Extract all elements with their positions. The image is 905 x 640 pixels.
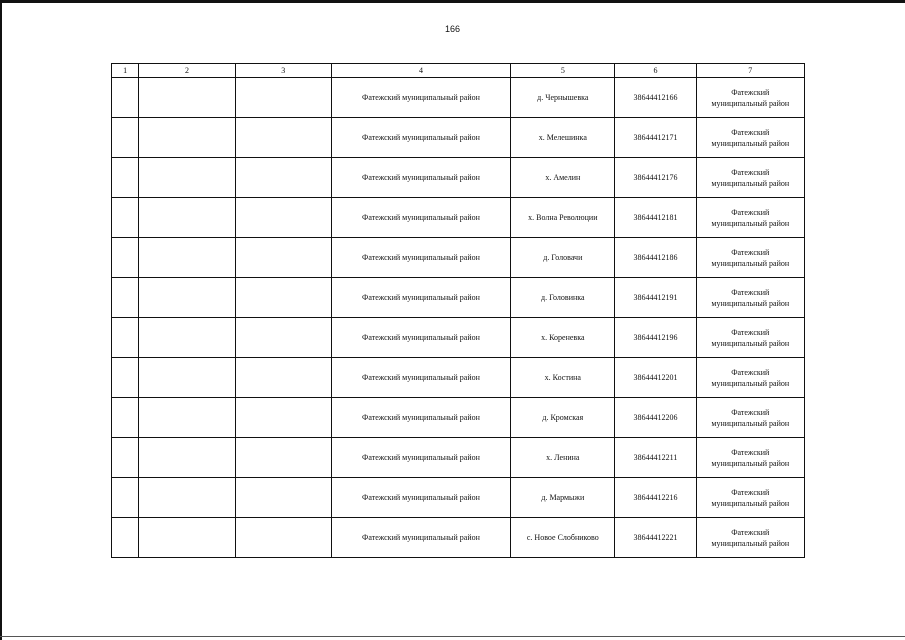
cell-col-7 (696, 438, 804, 478)
cell-code: 38644412206 (615, 398, 696, 438)
cell-col-7-line-2: муниципальный район (711, 218, 790, 228)
cell-col-7-line-2: муниципальный район (711, 418, 790, 428)
cell-settlement: х. Мелешинка (511, 118, 615, 158)
table-header (112, 64, 805, 78)
cell-col-7 (696, 158, 804, 198)
cell-col-7-line-2: муниципальный район (711, 98, 790, 108)
cell-district: Фатежский муниципальный район (331, 398, 510, 438)
cell-district: Фатежский муниципальный район (331, 438, 510, 478)
cell-district: Фатежский муниципальный район (331, 478, 510, 518)
cell-col-7-line-2: муниципальный район (711, 538, 790, 548)
cell-col-7 (696, 278, 804, 318)
cell-settlement: д. Головачи (511, 238, 615, 278)
cell-code: 38644412186 (615, 238, 696, 278)
cell-district: Фатежский муниципальный район (331, 518, 510, 558)
table-row (112, 78, 805, 118)
cell-col-7-line-2: муниципальный район (711, 258, 790, 268)
cell-col-7-line-2: муниципальный район (711, 338, 790, 348)
cell-district: Фатежский муниципальный район (331, 358, 510, 398)
cell-district: Фатежский муниципальный район (331, 78, 510, 118)
cell-code: 38644412201 (615, 358, 696, 398)
header-col-3: 3 (235, 64, 331, 78)
cell-code: 38644412196 (615, 318, 696, 358)
cell-col-7-line-2: муниципальный район (711, 378, 790, 388)
header-col-5: 5 (511, 64, 615, 78)
cell-settlement: х. Волна Революции (511, 198, 615, 238)
table-row (112, 158, 805, 198)
cell-col-3 (235, 158, 331, 198)
cell-code: 38644412221 (615, 518, 696, 558)
cell-col-3 (235, 238, 331, 278)
cell-code: 38644412176 (615, 158, 696, 198)
cell-district: Фатежский муниципальный район (331, 158, 510, 198)
cell-col-3 (235, 438, 331, 478)
cell-district: Фатежский муниципальный район (331, 318, 510, 358)
cell-settlement: д. Мармыжи (511, 478, 615, 518)
cell-district: Фатежский муниципальный район (331, 278, 510, 318)
table-row (112, 118, 805, 158)
cell-settlement: х. Амелин (511, 158, 615, 198)
cell-col-2 (139, 118, 235, 158)
cell-col-7 (696, 78, 804, 118)
cell-col-3 (235, 118, 331, 158)
cell-settlement: х. Кореневка (511, 318, 615, 358)
cell-settlement: с. Новое Слобниково (511, 518, 615, 558)
cell-col-2 (139, 438, 235, 478)
cell-col-7 (696, 478, 804, 518)
cell-district: Фатежский муниципальный район (331, 238, 510, 278)
table-row (112, 198, 805, 238)
cell-col-1 (112, 198, 139, 238)
page-number: 166 (444, 24, 461, 34)
header-col-2: 2 (139, 64, 235, 78)
cell-col-2 (139, 478, 235, 518)
cell-col-1 (112, 318, 139, 358)
header-row (112, 64, 805, 78)
header-col-4: 4 (331, 64, 510, 78)
cell-col-2 (139, 238, 235, 278)
cell-col-3 (235, 198, 331, 238)
cell-settlement: х. Ленина (511, 438, 615, 478)
cell-col-7 (696, 198, 804, 238)
cell-col-1 (112, 518, 139, 558)
page-frame-top (0, 0, 905, 3)
page-frame-left (0, 0, 2, 640)
cell-col-7-line-1: Фатежский (731, 287, 770, 297)
cell-col-7 (696, 398, 804, 438)
cell-col-3 (235, 358, 331, 398)
cell-code: 38644412171 (615, 118, 696, 158)
cell-col-7-line-1: Фатежский (731, 407, 770, 417)
cell-col-7-line-1: Фатежский (731, 527, 770, 537)
cell-code: 38644412166 (615, 78, 696, 118)
settlements-table (111, 63, 805, 558)
table-row (112, 398, 805, 438)
cell-col-7-line-1: Фатежский (731, 207, 770, 217)
cell-col-7-line-1: Фатежский (731, 367, 770, 377)
cell-settlement: д. Чернышевка (511, 78, 615, 118)
cell-col-7-line-2: муниципальный район (711, 458, 790, 468)
cell-col-7-line-1: Фатежский (731, 127, 770, 137)
page-frame-bottom (0, 636, 905, 637)
cell-col-2 (139, 198, 235, 238)
cell-col-7-line-1: Фатежский (731, 447, 770, 457)
cell-col-7-line-2: муниципальный район (711, 178, 790, 188)
cell-code: 38644412181 (615, 198, 696, 238)
cell-settlement: х. Костина (511, 358, 615, 398)
cell-col-2 (139, 318, 235, 358)
cell-col-3 (235, 78, 331, 118)
cell-col-1 (112, 158, 139, 198)
table-row (112, 358, 805, 398)
cell-col-3 (235, 398, 331, 438)
cell-col-2 (139, 358, 235, 398)
cell-col-7-line-1: Фатежский (731, 327, 770, 337)
cell-district: Фатежский муниципальный район (331, 198, 510, 238)
cell-code: 38644412191 (615, 278, 696, 318)
cell-col-1 (112, 358, 139, 398)
cell-col-2 (139, 278, 235, 318)
cell-col-2 (139, 398, 235, 438)
cell-col-7 (696, 518, 804, 558)
cell-col-1 (112, 118, 139, 158)
cell-col-7-line-2: муниципальный район (711, 498, 790, 508)
cell-code: 38644412216 (615, 478, 696, 518)
table-row (112, 278, 805, 318)
cell-col-7-line-2: муниципальный район (711, 298, 790, 308)
cell-col-7-line-1: Фатежский (731, 87, 770, 97)
cell-col-3 (235, 478, 331, 518)
cell-col-1 (112, 278, 139, 318)
cell-col-7 (696, 118, 804, 158)
cell-district: Фатежский муниципальный район (331, 118, 510, 158)
cell-col-2 (139, 158, 235, 198)
table-body (112, 78, 805, 558)
table-row (112, 478, 805, 518)
table-row (112, 318, 805, 358)
table-row (112, 438, 805, 478)
table-row (112, 238, 805, 278)
cell-col-2 (139, 78, 235, 118)
cell-col-1 (112, 438, 139, 478)
cell-col-7 (696, 238, 804, 278)
cell-col-2 (139, 518, 235, 558)
cell-col-3 (235, 318, 331, 358)
header-col-1: 1 (112, 64, 139, 78)
cell-col-7 (696, 318, 804, 358)
cell-col-1 (112, 238, 139, 278)
cell-settlement: д. Кромская (511, 398, 615, 438)
header-col-6: 6 (615, 64, 696, 78)
cell-col-1 (112, 478, 139, 518)
cell-col-7-line-1: Фатежский (731, 487, 770, 497)
cell-col-3 (235, 518, 331, 558)
cell-col-7-line-2: муниципальный район (711, 138, 790, 148)
cell-col-7-line-1: Фатежский (731, 167, 770, 177)
cell-code: 38644412211 (615, 438, 696, 478)
header-col-7: 7 (696, 64, 804, 78)
cell-col-7 (696, 358, 804, 398)
cell-col-3 (235, 278, 331, 318)
cell-settlement: д. Головинка (511, 278, 615, 318)
cell-col-1 (112, 398, 139, 438)
cell-col-1 (112, 78, 139, 118)
table-row (112, 518, 805, 558)
cell-col-7-line-1: Фатежский (731, 247, 770, 257)
